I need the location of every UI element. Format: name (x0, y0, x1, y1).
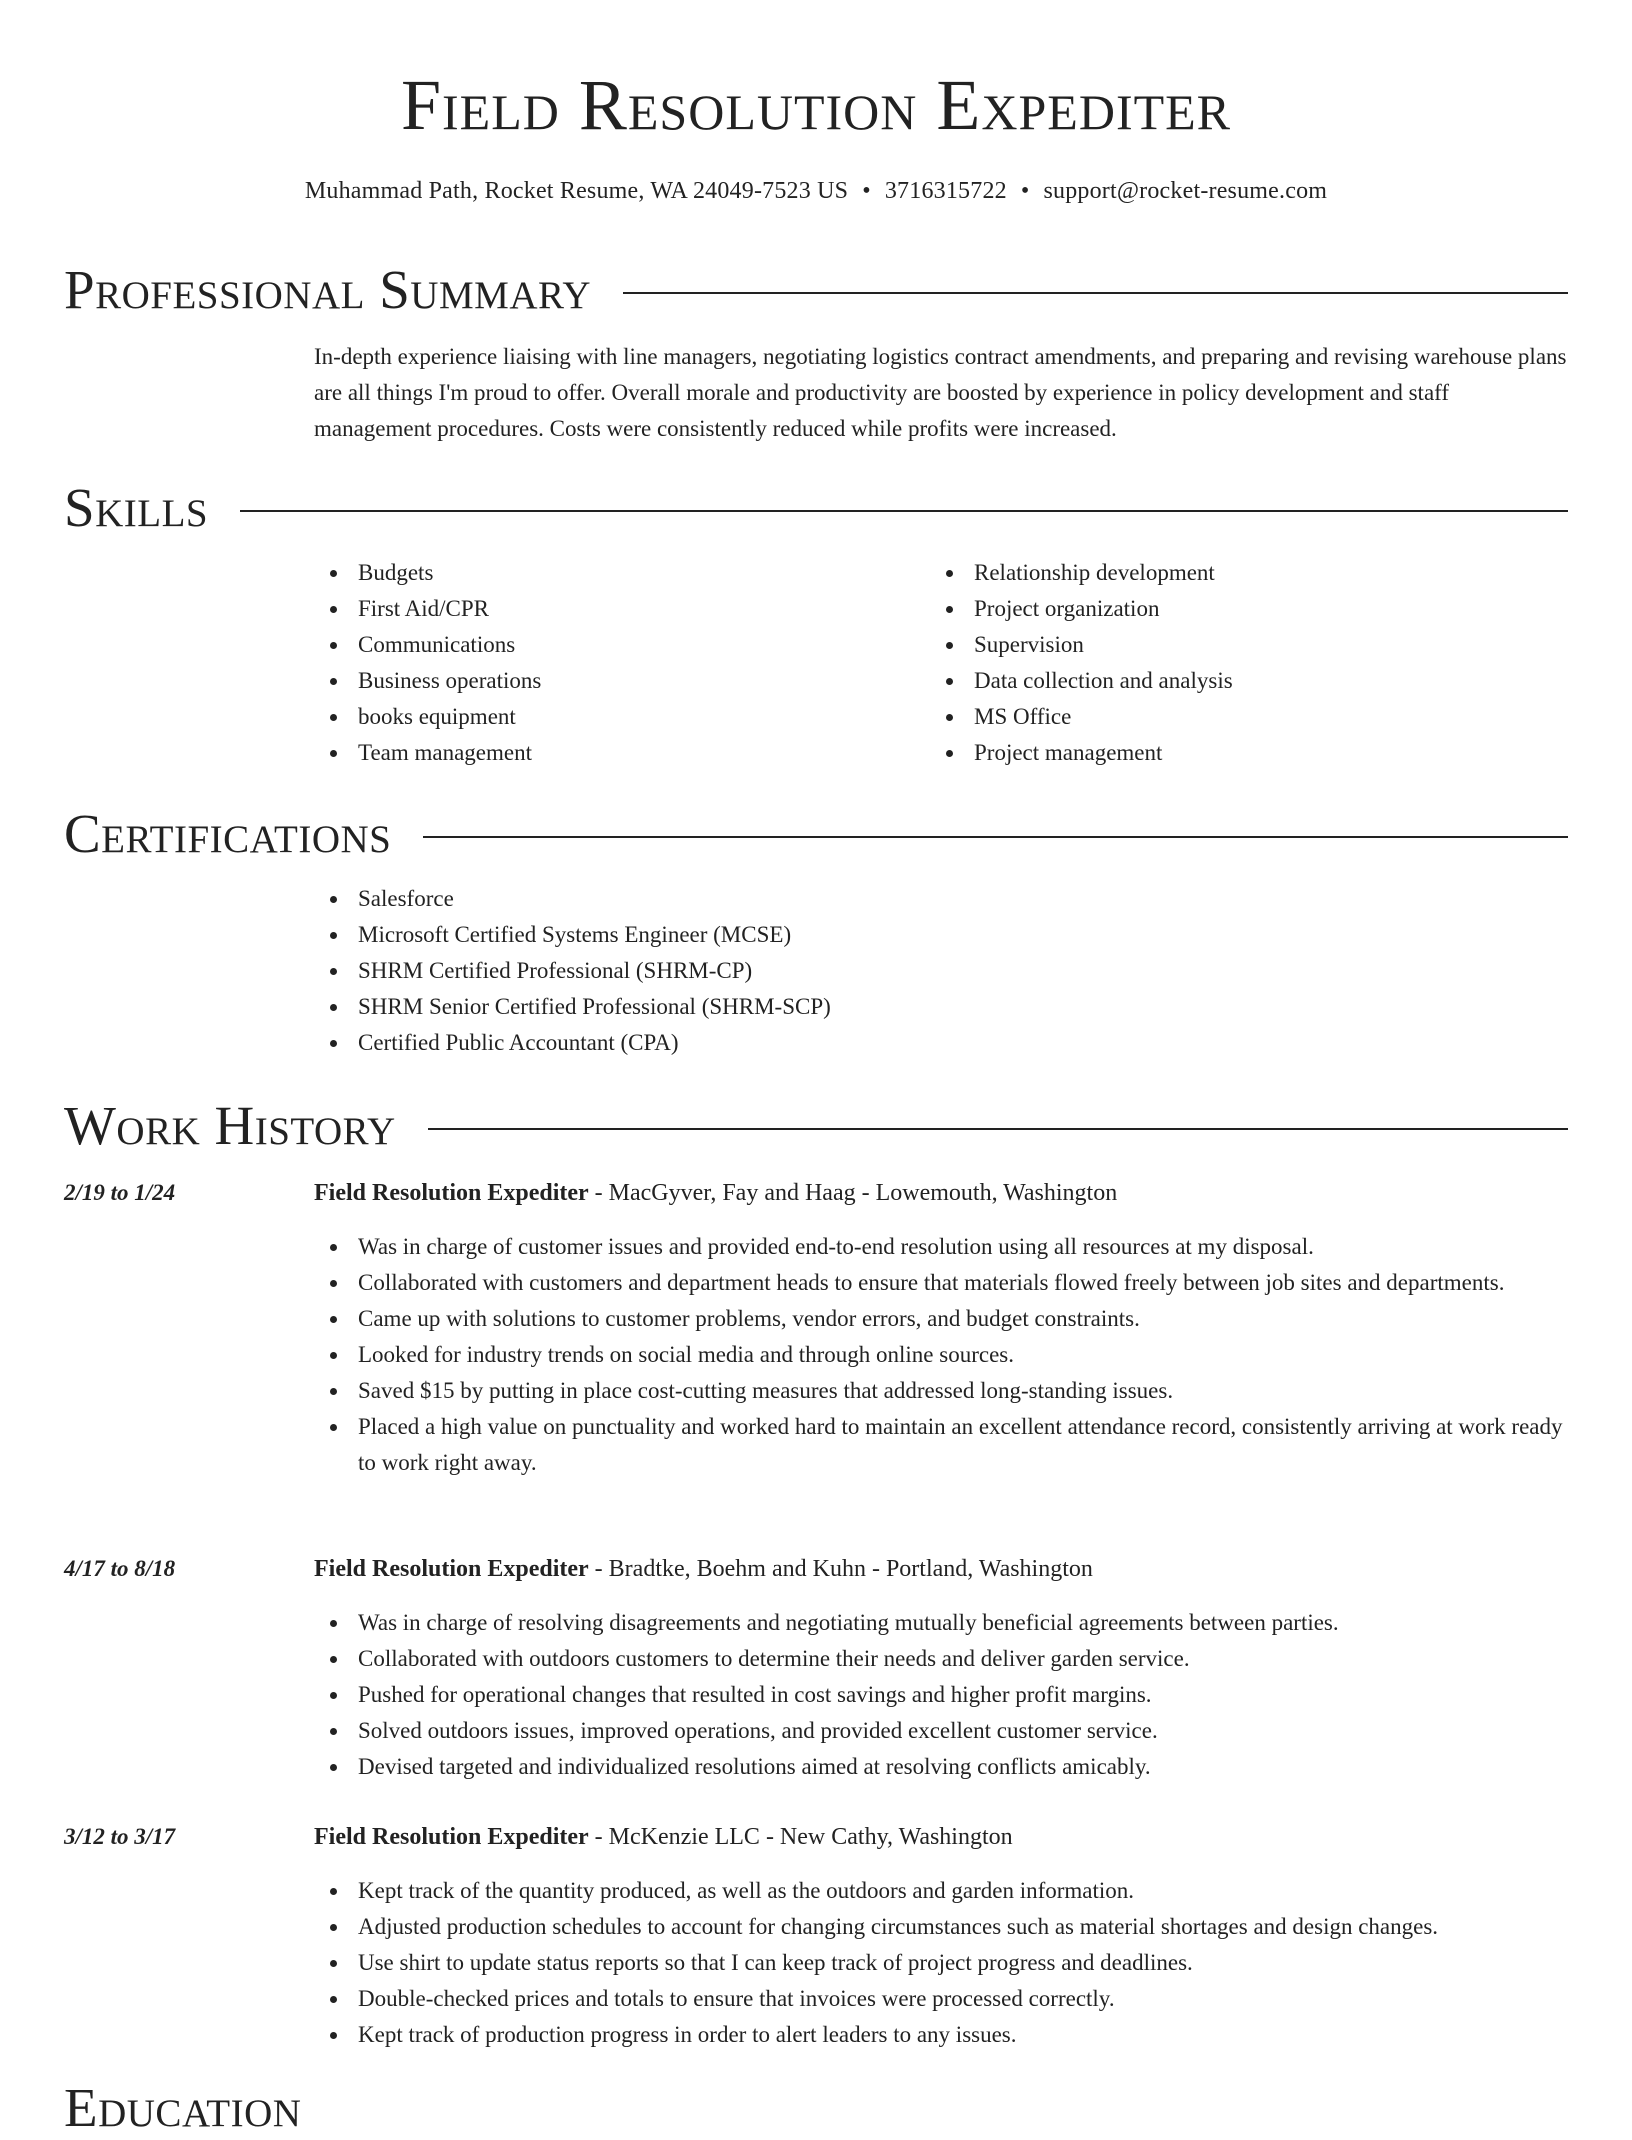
section-certifications (64, 802, 1568, 866)
job-bullet: Use shirt to update status reports so that I can keep track of project progress and deadlines. (314, 1945, 1568, 1981)
job-bullet: Came up with solutions to customer problems, vendor errors, and budget constraints. (314, 1301, 1568, 1337)
section-work-history (64, 1094, 1568, 1158)
skill-item: First Aid/CPR (314, 591, 541, 627)
skills-list-left (314, 555, 541, 771)
contact-address: Muhammad Path, Rocket Resume, WA 24049-7523 US (304, 178, 849, 204)
contact-email: support@rocket-resume.com (1043, 178, 1328, 204)
skill-item: Project management (930, 735, 1233, 771)
section-title-skills: Skills (64, 477, 209, 538)
job-bullet: Kept track of the quantity produced, as well as the outdoors and garden information. (314, 1873, 1568, 1909)
job-bullet: Saved $15 by putting in place cost-cutting measures that addressed long-standing issues. (314, 1373, 1568, 1409)
job-bullets (314, 1229, 1568, 1481)
job-title: Field Resolution Expediter (314, 1824, 589, 1850)
job-bullets (314, 1605, 1568, 1785)
skill-item: books equipment (314, 699, 541, 735)
section-title-certifications: Certifications (64, 803, 392, 864)
skill-item: Budgets (314, 555, 541, 591)
certification-item: Certified Public Accountant (CPA) (314, 1025, 831, 1061)
summary-text: In-depth experience liaising with line managers, negotiating logistics contract amendments, and preparing and revising warehouse plans are all things I'm proud to offer. Overall morale and productivity are boosted by experience in policy development and staff management procedures. Costs were consistently reduced while profits were increased. (314, 344, 1567, 441)
skills-list-right (930, 555, 1233, 771)
job-dates: 4/17 to 8/18 (64, 1556, 176, 1581)
job-bullet: Kept track of production progress in order to alert leaders to any issues. (314, 2017, 1568, 2053)
candidate-name: Field Resolution Expediter (400, 65, 1232, 145)
job-company: - MacGyver, Fay and Haag - Lowemouth, Washington (588, 1180, 1118, 1206)
job-heading (314, 1551, 1093, 1587)
skill-item: Project organization (930, 591, 1233, 627)
job-bullet: Was in charge of customer issues and provided end-to-end resolution using all resources at my disposal. (314, 1229, 1568, 1265)
certification-item: Microsoft Certified Systems Engineer (MCSE) (314, 917, 831, 953)
section-skills (64, 476, 1568, 540)
job-bullet: Placed a high value on punctuality and worked hard to maintain an excellent attendance record, consistently arriving at work ready to work right away. (314, 1409, 1568, 1481)
job-bullet: Devised targeted and individualized resolutions aimed at resolving conflicts amicably. (314, 1749, 1568, 1785)
section-title-summary: Professional Summary (64, 259, 592, 320)
job-heading (314, 1819, 1013, 1855)
job-heading (314, 1175, 1117, 1211)
section-divider (240, 510, 1568, 512)
job-bullet: Was in charge of resolving disagreements and negotiating mutually beneficial agreements between parties. (314, 1605, 1568, 1641)
job-title: Field Resolution Expediter (314, 1556, 589, 1582)
job-dates: 3/12 to 3/17 (64, 1824, 176, 1849)
job-bullets (314, 1873, 1568, 2053)
job-company: - McKenzie LLC - New Cathy, Washington (588, 1824, 1013, 1850)
skill-item: MS Office (930, 699, 1233, 735)
certification-item: SHRM Senior Certified Professional (SHRM-SCP) (314, 989, 831, 1025)
section-education (64, 2076, 1568, 2140)
job-company: - Bradtke, Boehm and Kuhn - Portland, Washington (588, 1556, 1093, 1582)
skill-item: Data collection and analysis (930, 663, 1233, 699)
skill-item: Supervision (930, 627, 1233, 663)
section-title-work-history: Work History (64, 1095, 396, 1156)
skill-item: Communications (314, 627, 541, 663)
job-bullet: Collaborated with outdoors customers to determine their needs and deliver garden service. (314, 1641, 1568, 1677)
contact-separator: • (1020, 178, 1030, 204)
skill-item: Team management (314, 735, 541, 771)
section-divider (428, 1128, 1568, 1130)
skill-item: Relationship development (930, 555, 1233, 591)
contact-line (0, 173, 1632, 209)
contact-separator: • (862, 178, 871, 204)
job-bullet: Pushed for operational changes that resulted in cost savings and higher profit margins. (314, 1677, 1568, 1713)
job-bullet: Double-checked prices and totals to ensure that invoices were processed correctly. (314, 1981, 1568, 2017)
section-title-education: Education (64, 2077, 302, 2138)
certifications-list (314, 881, 831, 1061)
skill-item: Business operations (314, 663, 541, 699)
job-title: Field Resolution Expediter (314, 1180, 589, 1206)
job-bullet: Looked for industry trends on social media and through online sources. (314, 1337, 1568, 1373)
contact-phone: 3716315722 (884, 178, 1007, 204)
certification-item: Salesforce (314, 881, 831, 917)
section-divider (423, 836, 1568, 838)
section-divider (623, 292, 1568, 294)
section-professional-summary (64, 258, 1568, 322)
certification-item: SHRM Certified Professional (SHRM-CP) (314, 953, 831, 989)
job-bullet: Adjusted production schedules to account for changing circumstances such as material shortages and design changes. (314, 1909, 1568, 1945)
job-bullet: Solved outdoors issues, improved operations, and provided excellent customer service. (314, 1713, 1568, 1749)
job-dates: 2/19 to 1/24 (64, 1180, 176, 1205)
job-bullet: Collaborated with customers and department heads to ensure that materials flowed freely between job sites and departments. (314, 1265, 1568, 1301)
